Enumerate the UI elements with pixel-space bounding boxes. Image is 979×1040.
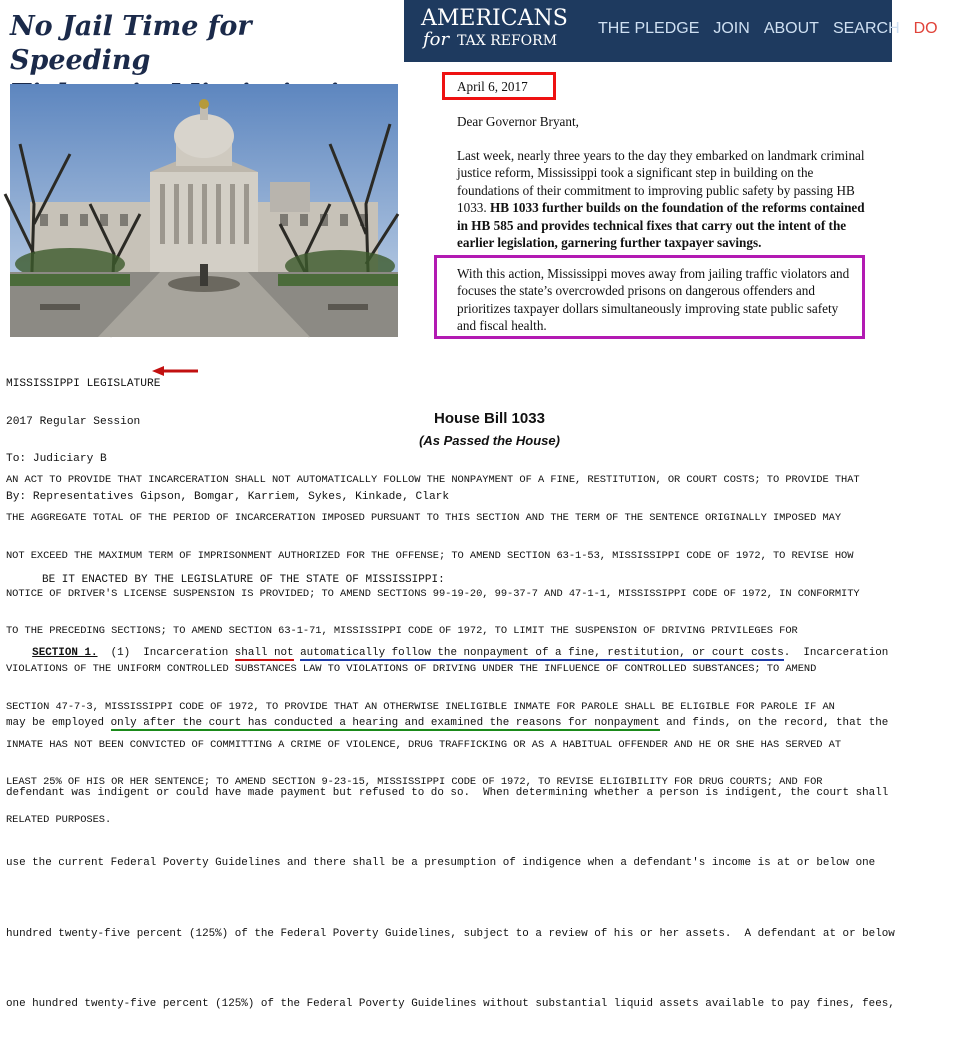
- nav-about[interactable]: ABOUT: [763, 20, 819, 37]
- nav-the-pledge[interactable]: THE PLEDGE: [598, 20, 700, 37]
- logo-for-text: for: [423, 29, 450, 50]
- section-line-2: [6, 712, 974, 735]
- headline-line-1: No Jail Time for Speeding: [10, 11, 252, 76]
- letter-paragraph-2: With this action, Mississippi moves away from jailing traffic violators and focuses the state’s overcrowded prisons on dangerous offenders and prioritizes taxpayer dollars simultaneously improving state public safety and fiscal health.: [457, 266, 850, 334]
- enacting-clause: BE IT ENACTED BY THE LEGISLATURE OF THE STATE OF MISSISSIPPI:: [42, 574, 445, 586]
- letter-paragraph-1: [457, 147, 875, 251]
- section-1-text: [6, 595, 974, 1040]
- section-text: and finds, on the record, that the: [659, 717, 889, 730]
- nav-search[interactable]: SEARCH: [832, 20, 900, 37]
- letter-greeting: Dear Governor Bryant,: [457, 114, 579, 129]
- capitol-photo: [10, 84, 398, 337]
- act-line: TO THE PRECEDING SECTIONS; TO AMEND SECTION 63-1-71, MISSISSIPPI CODE OF 1972, TO LIMIT THE SUSPENSION OF DRIVING PRIVILEGES FOR: [6, 625, 798, 638]
- act-line: LEAST 25% OF HIS OR HER SENTENCE; TO AMEND SECTION 9-23-15, MISSISSIPPI CODE OF 1972, TO REVISE ELIGIBILITY FOR DRUG COURTS; AND FOR: [6, 776, 823, 789]
- section-text: (1) Incarceration: [97, 646, 235, 659]
- act-line: NOTICE OF DRIVER'S LICENSE SUSPENSION IS PROVIDED; TO AMEND SECTIONS 99-19-20, 99-37-7 AND 47-1-1, MISSISSIPPI CODE OF 1972, IN CONFORMITY: [6, 587, 860, 600]
- act-line: RELATED PURPOSES.: [6, 814, 112, 827]
- act-line: VIOLATIONS OF THE UNIFORM CONTROLLED SUBSTANCES LAW TO VIOLATIONS OF DRIVING UNDER THE INFLUENCE OF CONTROLLED SUBSTANCES; TO AMEND: [6, 663, 817, 676]
- para1-normal-text: Last week, nearly three years to the day they embarked on landmark criminal justice reform, Mississippi took a significant step in building on the foundations of their commitment to improving public safety by passing HB 1033.: [457, 148, 865, 216]
- header-line-sponsors: By: Representatives Gipson, Bomgar, Karriem, Sykes, Kinkade, Clark: [6, 490, 450, 503]
- section-line-6: one hundred twenty-five percent (125%) of the Federal Poverty Guidelines without substantial liquid assets available to pay fines, fees,: [6, 997, 895, 1010]
- site-header: [404, 0, 938, 62]
- arrow-left-icon: [152, 366, 198, 376]
- underline-red-phrase: shall not: [234, 646, 294, 659]
- section-line-3: defendant was indigent or could have made payment but refused to do so. When determining whether a person is indigent, the court shall: [6, 787, 889, 800]
- header-line-session: 2017 Regular Session: [6, 415, 141, 428]
- atr-logo[interactable]: [421, 6, 581, 49]
- underline-blue-phrase: automatically follow the nonpayment of a fine, restitution, or court costs: [300, 646, 784, 659]
- bill-title: House Bill 1033: [434, 410, 545, 427]
- logo-bottom-text: [423, 29, 581, 50]
- section-text: may be employed: [6, 717, 111, 730]
- bill-subtitle: (As Passed the House): [419, 433, 560, 448]
- section-text: . Incarceration: [783, 646, 889, 659]
- section-line-5: hundred twenty-five percent (125%) of the Federal Poverty Guidelines, subject to a review of his or her assets. A defendant at or below: [6, 927, 895, 940]
- act-line: NOT EXCEED THE MAXIMUM TERM OF IMPRISONMENT AUTHORIZED FOR THE OFFENSE; TO AMEND SECTION 63-1-53, MISSISSIPPI CODE OF 1972, TO REVISE HOW: [6, 549, 854, 562]
- header-line-committee: To: Judiciary B: [6, 453, 107, 465]
- underline-green-phrase: only after the court has conducted a hearing and examined the reasons for nonpayment: [110, 717, 660, 730]
- logo-tax-reform-text: TAX REFORM: [457, 33, 558, 49]
- section-label: SECTION 1.: [32, 646, 98, 659]
- nav-donate[interactable]: DO: [913, 20, 938, 37]
- section-line-4: use the current Federal Poverty Guidelines and there shall be a presumption of indigence when a defendant's income is at or below one: [6, 857, 876, 870]
- act-line: SECTION 47-7-3, MISSISSIPPI CODE OF 1972, TO PROVIDE THAT AN OTHERWISE INELIGIBLE INMATE FOR PAROLE SHALL BE ELIGIBLE FOR PAROLE IF AN: [6, 700, 835, 713]
- act-line: AN ACT TO PROVIDE THAT INCARCERATION SHALL NOT AUTOMATICALLY FOLLOW THE NONPAYMENT OF A FINE, RESTITUTION, OR COURT COSTS; TO PROVIDE THAT: [6, 474, 860, 487]
- section-line-1: [6, 642, 974, 665]
- logo-top-text: AMERICANS: [421, 6, 568, 31]
- para1-bold-text: HB 1033 further builds on the foundation of the reforms contained in HB 585 and provides technical fixes that carry out the intent of the earlier legislation, garnering further taxpayer savings.: [457, 200, 865, 251]
- act-line: INMATE HAS NOT BEEN CONVICTED OF COMMITTING A CRIME OF VIOLENCE, DRUG TRAFFICKING OR AS A HABITUAL OFFENDER AND HE OR SHE HAS SERVED AT: [6, 738, 842, 751]
- nav-join[interactable]: JOIN: [713, 20, 750, 37]
- letter-date: April 6, 2017: [457, 79, 528, 94]
- act-line: THE AGGREGATE TOTAL OF THE PERIOD OF INCARCERATION IMPOSED PURSUANT TO THIS SECTION AND THE TERM OF THE SENTENCE ORIGINALLY IMPOSED MAY: [6, 511, 842, 524]
- capitol-illustration: [10, 84, 398, 337]
- main-nav: [598, 20, 948, 38]
- header-line-legislature: MISSISSIPPI LEGISLATURE: [6, 378, 161, 390]
